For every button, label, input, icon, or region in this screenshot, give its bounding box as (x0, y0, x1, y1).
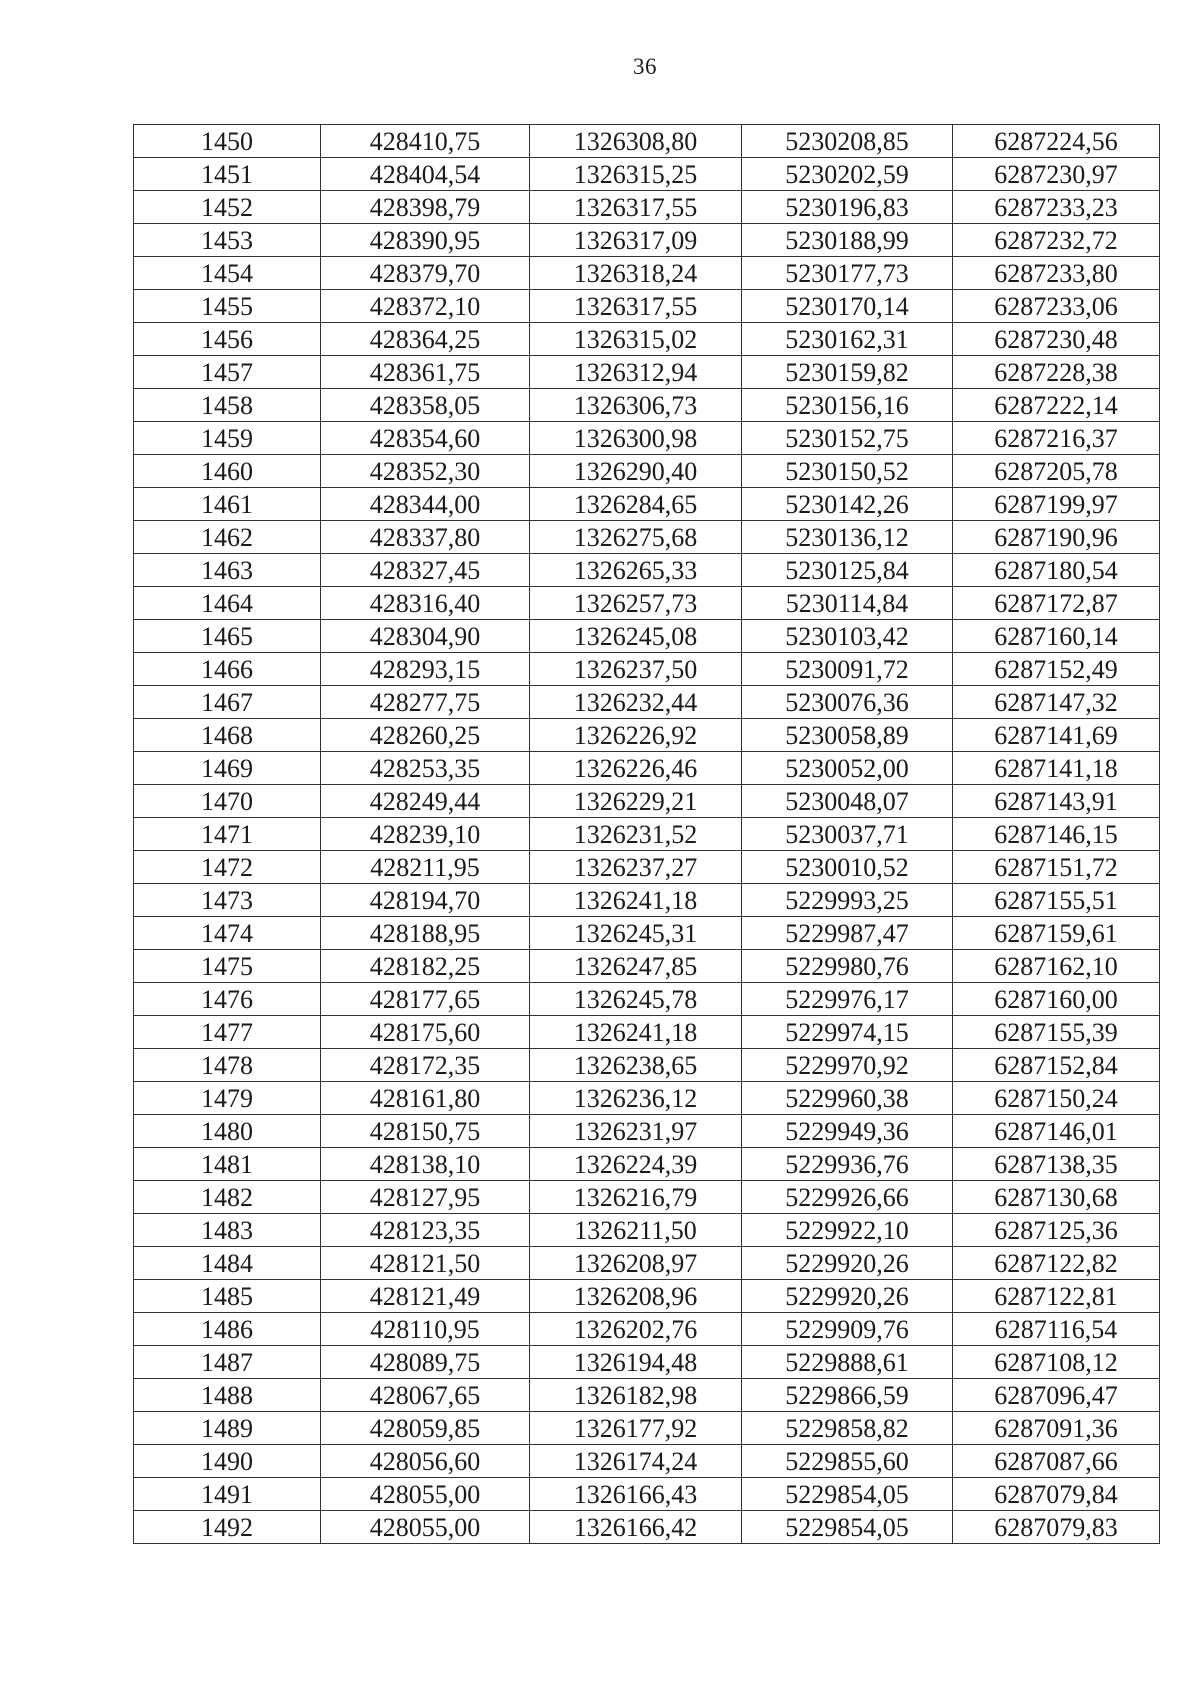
x2-coord-cell: 5229855,60 (742, 1445, 953, 1478)
x2-coord-cell: 5229920,26 (742, 1247, 953, 1280)
x-coord-cell: 428059,85 (321, 1412, 530, 1445)
x-coord-cell: 428277,75 (321, 686, 530, 719)
y-coord-cell: 1326208,96 (530, 1280, 742, 1313)
x-coord-cell: 428327,45 (321, 554, 530, 587)
table-body (134, 125, 1160, 1544)
y-coord-cell: 1326300,98 (530, 422, 742, 455)
y2-coord-cell: 6287152,84 (953, 1049, 1160, 1082)
y-coord-cell: 1326166,43 (530, 1478, 742, 1511)
x-coord-cell: 428188,95 (321, 917, 530, 950)
y-coord-cell: 1326231,97 (530, 1115, 742, 1148)
y-coord-cell: 1326315,02 (530, 323, 742, 356)
y2-coord-cell: 6287079,83 (953, 1511, 1160, 1544)
table-row (134, 851, 1160, 884)
y2-coord-cell: 6287152,49 (953, 653, 1160, 686)
y-coord-cell: 1326211,50 (530, 1214, 742, 1247)
point-number-cell: 1453 (134, 224, 321, 257)
x-coord-cell: 428138,10 (321, 1148, 530, 1181)
y-coord-cell: 1326290,40 (530, 455, 742, 488)
point-number-cell: 1460 (134, 455, 321, 488)
y2-coord-cell: 6287233,06 (953, 290, 1160, 323)
x-coord-cell: 428352,30 (321, 455, 530, 488)
x2-coord-cell: 5229987,47 (742, 917, 953, 950)
y2-coord-cell: 6287146,01 (953, 1115, 1160, 1148)
y-coord-cell: 1326237,27 (530, 851, 742, 884)
y-coord-cell: 1326275,68 (530, 521, 742, 554)
table-row (134, 356, 1160, 389)
coordinate-table (133, 124, 1160, 1544)
point-number-cell: 1458 (134, 389, 321, 422)
x2-coord-cell: 5229974,15 (742, 1016, 953, 1049)
y-coord-cell: 1326208,97 (530, 1247, 742, 1280)
point-number-cell: 1471 (134, 818, 321, 851)
point-number-cell: 1472 (134, 851, 321, 884)
y2-coord-cell: 6287108,12 (953, 1346, 1160, 1379)
table-row (134, 884, 1160, 917)
x2-coord-cell: 5230202,59 (742, 158, 953, 191)
point-number-cell: 1478 (134, 1049, 321, 1082)
point-number-cell: 1486 (134, 1313, 321, 1346)
x2-coord-cell: 5229858,82 (742, 1412, 953, 1445)
y-coord-cell: 1326317,09 (530, 224, 742, 257)
table-row (134, 554, 1160, 587)
x2-coord-cell: 5229926,66 (742, 1181, 953, 1214)
y2-coord-cell: 6287125,36 (953, 1214, 1160, 1247)
table-row (134, 323, 1160, 356)
point-number-cell: 1490 (134, 1445, 321, 1478)
x2-coord-cell: 5229936,76 (742, 1148, 953, 1181)
x-coord-cell: 428293,15 (321, 653, 530, 686)
y-coord-cell: 1326257,73 (530, 587, 742, 620)
y2-coord-cell: 6287143,91 (953, 785, 1160, 818)
x-coord-cell: 428358,05 (321, 389, 530, 422)
y-coord-cell: 1326202,76 (530, 1313, 742, 1346)
x2-coord-cell: 5230052,00 (742, 752, 953, 785)
x-coord-cell: 428372,10 (321, 290, 530, 323)
y-coord-cell: 1326226,46 (530, 752, 742, 785)
y2-coord-cell: 6287096,47 (953, 1379, 1160, 1412)
x-coord-cell: 428150,75 (321, 1115, 530, 1148)
point-number-cell: 1454 (134, 257, 321, 290)
x2-coord-cell: 5230162,31 (742, 323, 953, 356)
table-row (134, 1049, 1160, 1082)
x2-coord-cell: 5230159,82 (742, 356, 953, 389)
x-coord-cell: 428175,60 (321, 1016, 530, 1049)
y-coord-cell: 1326231,52 (530, 818, 742, 851)
x2-coord-cell: 5230208,85 (742, 125, 953, 158)
x-coord-cell: 428055,00 (321, 1511, 530, 1544)
table-row (134, 752, 1160, 785)
table-row (134, 983, 1160, 1016)
x-coord-cell: 428344,00 (321, 488, 530, 521)
x-coord-cell: 428121,50 (321, 1247, 530, 1280)
x2-coord-cell: 5230125,84 (742, 554, 953, 587)
page-number: 36 (633, 54, 657, 79)
y-coord-cell: 1326318,24 (530, 257, 742, 290)
y2-coord-cell: 6287222,14 (953, 389, 1160, 422)
point-number-cell: 1480 (134, 1115, 321, 1148)
x-coord-cell: 428304,90 (321, 620, 530, 653)
x2-coord-cell: 5229922,10 (742, 1214, 953, 1247)
point-number-cell: 1481 (134, 1148, 321, 1181)
table-row (134, 1247, 1160, 1280)
point-number-cell: 1468 (134, 719, 321, 752)
table-row (134, 1313, 1160, 1346)
x2-coord-cell: 5229949,36 (742, 1115, 953, 1148)
point-number-cell: 1485 (134, 1280, 321, 1313)
table-row (134, 1445, 1160, 1478)
x-coord-cell: 428089,75 (321, 1346, 530, 1379)
table-row (134, 587, 1160, 620)
point-number-cell: 1483 (134, 1214, 321, 1247)
y2-coord-cell: 6287160,00 (953, 983, 1160, 1016)
point-number-cell: 1452 (134, 191, 321, 224)
x2-coord-cell: 5229970,92 (742, 1049, 953, 1082)
point-number-cell: 1464 (134, 587, 321, 620)
table-row (134, 653, 1160, 686)
point-number-cell: 1469 (134, 752, 321, 785)
point-number-cell: 1482 (134, 1181, 321, 1214)
y-coord-cell: 1326236,12 (530, 1082, 742, 1115)
point-number-cell: 1457 (134, 356, 321, 389)
y2-coord-cell: 6287087,66 (953, 1445, 1160, 1478)
point-number-cell: 1470 (134, 785, 321, 818)
x2-coord-cell: 5229920,26 (742, 1280, 953, 1313)
point-number-cell: 1488 (134, 1379, 321, 1412)
x-coord-cell: 428337,80 (321, 521, 530, 554)
y2-coord-cell: 6287091,36 (953, 1412, 1160, 1445)
y-coord-cell: 1326177,92 (530, 1412, 742, 1445)
y-coord-cell: 1326247,85 (530, 950, 742, 983)
y2-coord-cell: 6287224,56 (953, 125, 1160, 158)
y2-coord-cell: 6287138,35 (953, 1148, 1160, 1181)
y2-coord-cell: 6287079,84 (953, 1478, 1160, 1511)
x2-coord-cell: 5230058,89 (742, 719, 953, 752)
x2-coord-cell: 5229980,76 (742, 950, 953, 983)
x-coord-cell: 428177,65 (321, 983, 530, 1016)
table-row (134, 521, 1160, 554)
point-number-cell: 1461 (134, 488, 321, 521)
table-row (134, 389, 1160, 422)
y-coord-cell: 1326315,25 (530, 158, 742, 191)
y2-coord-cell: 6287155,39 (953, 1016, 1160, 1049)
y-coord-cell: 1326245,08 (530, 620, 742, 653)
y2-coord-cell: 6287122,81 (953, 1280, 1160, 1313)
x2-coord-cell: 5230142,26 (742, 488, 953, 521)
table-row (134, 422, 1160, 455)
point-number-cell: 1466 (134, 653, 321, 686)
y-coord-cell: 1326166,42 (530, 1511, 742, 1544)
x2-coord-cell: 5229960,38 (742, 1082, 953, 1115)
point-number-cell: 1479 (134, 1082, 321, 1115)
x-coord-cell: 428316,40 (321, 587, 530, 620)
x-coord-cell: 428194,70 (321, 884, 530, 917)
table-row (134, 455, 1160, 488)
y-coord-cell: 1326265,33 (530, 554, 742, 587)
x-coord-cell: 428067,65 (321, 1379, 530, 1412)
y-coord-cell: 1326182,98 (530, 1379, 742, 1412)
x2-coord-cell: 5230196,83 (742, 191, 953, 224)
x-coord-cell: 428110,95 (321, 1313, 530, 1346)
point-number-cell: 1491 (134, 1478, 321, 1511)
x-coord-cell: 428398,79 (321, 191, 530, 224)
y-coord-cell: 1326226,92 (530, 719, 742, 752)
y2-coord-cell: 6287228,38 (953, 356, 1160, 389)
y2-coord-cell: 6287130,68 (953, 1181, 1160, 1214)
x2-coord-cell: 5230076,36 (742, 686, 953, 719)
x-coord-cell: 428239,10 (321, 818, 530, 851)
x2-coord-cell: 5230091,72 (742, 653, 953, 686)
x2-coord-cell: 5230152,75 (742, 422, 953, 455)
y-coord-cell: 1326194,48 (530, 1346, 742, 1379)
table-row (134, 191, 1160, 224)
x2-coord-cell: 5230188,99 (742, 224, 953, 257)
x2-coord-cell: 5229888,61 (742, 1346, 953, 1379)
x-coord-cell: 428249,44 (321, 785, 530, 818)
x-coord-cell: 428127,95 (321, 1181, 530, 1214)
x-coord-cell: 428361,75 (321, 356, 530, 389)
table-row (134, 686, 1160, 719)
y-coord-cell: 1326317,55 (530, 290, 742, 323)
table-row (134, 719, 1160, 752)
x2-coord-cell: 5230037,71 (742, 818, 953, 851)
y-coord-cell: 1326241,18 (530, 884, 742, 917)
point-number-cell: 1474 (134, 917, 321, 950)
point-number-cell: 1477 (134, 1016, 321, 1049)
x2-coord-cell: 5229909,76 (742, 1313, 953, 1346)
x2-coord-cell: 5229866,59 (742, 1379, 953, 1412)
point-number-cell: 1473 (134, 884, 321, 917)
table-row (134, 1379, 1160, 1412)
point-number-cell: 1492 (134, 1511, 321, 1544)
y-coord-cell: 1326237,50 (530, 653, 742, 686)
point-number-cell: 1463 (134, 554, 321, 587)
table-row (134, 1346, 1160, 1379)
x-coord-cell: 428410,75 (321, 125, 530, 158)
table-row (134, 1280, 1160, 1313)
y2-coord-cell: 6287232,72 (953, 224, 1160, 257)
x2-coord-cell: 5229854,05 (742, 1511, 953, 1544)
y-coord-cell: 1326245,31 (530, 917, 742, 950)
y2-coord-cell: 6287162,10 (953, 950, 1160, 983)
point-number-cell: 1462 (134, 521, 321, 554)
x2-coord-cell: 5230103,42 (742, 620, 953, 653)
x-coord-cell: 428161,80 (321, 1082, 530, 1115)
table-row (134, 1115, 1160, 1148)
point-number-cell: 1489 (134, 1412, 321, 1445)
table-row (134, 1181, 1160, 1214)
table-row (134, 125, 1160, 158)
point-number-cell: 1475 (134, 950, 321, 983)
table-row (134, 818, 1160, 851)
y-coord-cell: 1326238,65 (530, 1049, 742, 1082)
x2-coord-cell: 5230048,07 (742, 785, 953, 818)
x2-coord-cell: 5230177,73 (742, 257, 953, 290)
x-coord-cell: 428056,60 (321, 1445, 530, 1478)
y2-coord-cell: 6287122,82 (953, 1247, 1160, 1280)
table-row (134, 1082, 1160, 1115)
table-row (134, 1148, 1160, 1181)
y2-coord-cell: 6287159,61 (953, 917, 1160, 950)
x2-coord-cell: 5230114,84 (742, 587, 953, 620)
point-number-cell: 1459 (134, 422, 321, 455)
x2-coord-cell: 5230150,52 (742, 455, 953, 488)
table-row (134, 620, 1160, 653)
table-row (134, 1412, 1160, 1445)
table-row (134, 1016, 1160, 1049)
y-coord-cell: 1326308,80 (530, 125, 742, 158)
point-number-cell: 1484 (134, 1247, 321, 1280)
point-number-cell: 1476 (134, 983, 321, 1016)
x2-coord-cell: 5230156,16 (742, 389, 953, 422)
x-coord-cell: 428055,00 (321, 1478, 530, 1511)
y2-coord-cell: 6287199,97 (953, 488, 1160, 521)
x-coord-cell: 428354,60 (321, 422, 530, 455)
x2-coord-cell: 5230170,14 (742, 290, 953, 323)
y-coord-cell: 1326317,55 (530, 191, 742, 224)
x-coord-cell: 428404,54 (321, 158, 530, 191)
table-row (134, 917, 1160, 950)
y2-coord-cell: 6287180,54 (953, 554, 1160, 587)
y2-coord-cell: 6287150,24 (953, 1082, 1160, 1115)
x-coord-cell: 428172,35 (321, 1049, 530, 1082)
y2-coord-cell: 6287151,72 (953, 851, 1160, 884)
y-coord-cell: 1326229,21 (530, 785, 742, 818)
point-number-cell: 1455 (134, 290, 321, 323)
x2-coord-cell: 5229854,05 (742, 1478, 953, 1511)
y-coord-cell: 1326312,94 (530, 356, 742, 389)
y-coord-cell: 1326245,78 (530, 983, 742, 1016)
x-coord-cell: 428379,70 (321, 257, 530, 290)
x-coord-cell: 428364,25 (321, 323, 530, 356)
point-number-cell: 1456 (134, 323, 321, 356)
x2-coord-cell: 5229993,25 (742, 884, 953, 917)
y2-coord-cell: 6287233,80 (953, 257, 1160, 290)
y2-coord-cell: 6287233,23 (953, 191, 1160, 224)
table-row (134, 1478, 1160, 1511)
table-row (134, 488, 1160, 521)
y2-coord-cell: 6287155,51 (953, 884, 1160, 917)
y2-coord-cell: 6287141,69 (953, 719, 1160, 752)
y-coord-cell: 1326174,24 (530, 1445, 742, 1478)
y2-coord-cell: 6287230,97 (953, 158, 1160, 191)
point-number-cell: 1467 (134, 686, 321, 719)
y2-coord-cell: 6287116,54 (953, 1313, 1160, 1346)
table-row (134, 158, 1160, 191)
x2-coord-cell: 5230136,12 (742, 521, 953, 554)
point-number-cell: 1487 (134, 1346, 321, 1379)
y2-coord-cell: 6287230,48 (953, 323, 1160, 356)
table-row (134, 785, 1160, 818)
x-coord-cell: 428121,49 (321, 1280, 530, 1313)
x-coord-cell: 428253,35 (321, 752, 530, 785)
point-number-cell: 1465 (134, 620, 321, 653)
x2-coord-cell: 5230010,52 (742, 851, 953, 884)
table-row (134, 1214, 1160, 1247)
y2-coord-cell: 6287141,18 (953, 752, 1160, 785)
point-number-cell: 1450 (134, 125, 321, 158)
y2-coord-cell: 6287160,14 (953, 620, 1160, 653)
x-coord-cell: 428390,95 (321, 224, 530, 257)
y2-coord-cell: 6287216,37 (953, 422, 1160, 455)
y2-coord-cell: 6287146,15 (953, 818, 1160, 851)
x-coord-cell: 428182,25 (321, 950, 530, 983)
y2-coord-cell: 6287147,32 (953, 686, 1160, 719)
table-row (134, 290, 1160, 323)
y-coord-cell: 1326232,44 (530, 686, 742, 719)
y2-coord-cell: 6287172,87 (953, 587, 1160, 620)
y-coord-cell: 1326306,73 (530, 389, 742, 422)
y-coord-cell: 1326284,65 (530, 488, 742, 521)
x2-coord-cell: 5229976,17 (742, 983, 953, 1016)
y-coord-cell: 1326216,79 (530, 1181, 742, 1214)
table-row (134, 1511, 1160, 1544)
y-coord-cell: 1326224,39 (530, 1148, 742, 1181)
x-coord-cell: 428260,25 (321, 719, 530, 752)
x-coord-cell: 428211,95 (321, 851, 530, 884)
y2-coord-cell: 6287205,78 (953, 455, 1160, 488)
y2-coord-cell: 6287190,96 (953, 521, 1160, 554)
table-row (134, 224, 1160, 257)
y-coord-cell: 1326241,18 (530, 1016, 742, 1049)
x-coord-cell: 428123,35 (321, 1214, 530, 1247)
table-row (134, 257, 1160, 290)
point-number-cell: 1451 (134, 158, 321, 191)
table-row (134, 950, 1160, 983)
